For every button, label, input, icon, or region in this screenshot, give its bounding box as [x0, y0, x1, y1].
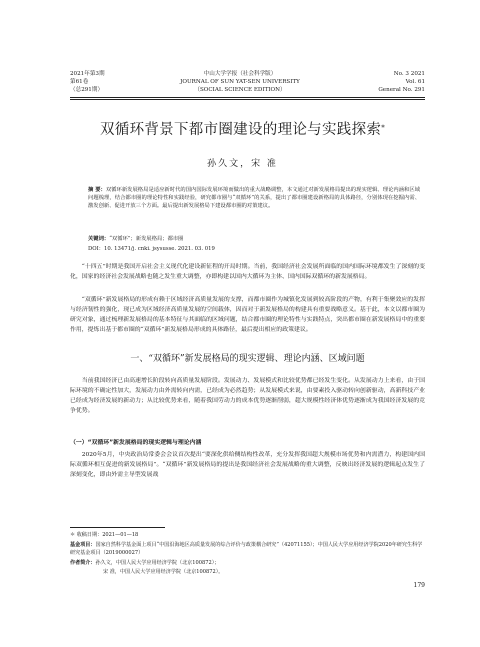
general-number-en: General No. 291 — [378, 87, 425, 94]
journal-edition-en: （SOCIAL SCIENCE EDITION） — [194, 87, 286, 94]
footnote-author-2: 宋 准，中国人民大学应用经济学院（北京100872）。 — [103, 569, 224, 575]
journal-issue-info-en — [378, 70, 425, 95]
section-heading-1: 一、“双循环”新发展格局的现实逻辑、理论内涵、区域问题 — [130, 354, 365, 364]
keywords-text: “双循环”；新发展格局；都市圈 — [109, 236, 184, 242]
intro-paragraph-1: “十四五”时期是我国开启社会主义现代化建设新征程的开局时期。当前，我国经济社会发展所面临的国内国际环境都发生了深刻的变化，国家的经济社会发展战略也随之发生重大调整，亦即构建以国内大循环为主体、国内国际双循环的新发展格局。 — [70, 264, 425, 281]
received-date: 2021—01—18 — [102, 532, 139, 538]
footnote-rule — [70, 527, 165, 528]
journal-name-en: JOURNAL OF SUN YAT-SEN UNIVERSITY — [180, 79, 300, 86]
fund-label: 基金项目： — [70, 542, 96, 548]
abstract — [88, 186, 420, 211]
footnote-author-1 — [70, 559, 425, 567]
abstract-label: 摘 要： — [88, 187, 106, 193]
paper-title-text: 双循环背景下都市圈建设的理论与实践探索 — [99, 122, 382, 138]
journal-issue-info — [70, 70, 105, 95]
journal-name-cn: 中山大学学报（社会科学版） — [203, 71, 277, 77]
page-number: 179 — [413, 582, 425, 589]
volume-en: Vol. 61 — [405, 79, 425, 86]
section1-paragraph-1: 当前我国经济已由高速增长阶段转向高质量发展阶段。发展动力、发展模式和比较优势都已经发生变化。从发展动力上来看，由于国际环境的不确定性加大，发展动力由外需转向内需，已经成为必然趋势；从发展模式来说，由要素投入驱动转向创新驱动，高新科技产业已经成为经济发展的新动力；从比较优势来看，随着我国劳动力的成本优势逐渐削弱，超大规模性经济体优势逐渐成为我国经济发展的竞争优势。 — [70, 378, 425, 415]
journal-name — [150, 70, 330, 95]
header-rule-top — [70, 97, 425, 98]
intro-paragraph-2: “双循环”新发展格局的形成有赖于区域经济高质量发展的支撑，而都市圈作为城镇化发展到较高阶段的产物，有利于集聚效应的发挥与经济韧性的强化，现已成为区域经济高质量发展的空间载体，因而对于新发展格局的构建具有重要战略意义。基于此，本文以都市圈为研究对象，通过梳理新发展格局的基本特征与其面临的区域问题，结合都市圈的理论特性与实践特点，突出都市圈在新发展格局中的重要作用，提炼出基于都市圈的“双循环”新发展格局形成的具体路径，最后提出相应的政策建议。 — [70, 297, 425, 334]
abstract-text: 双循环新发展格局是适应新时代的国内国际发展环境而做出的重大战略调整，本文通过对新发展格局提出的现实逻辑、理论内涵和区域问题梳理，结合都市圈的理论特性和实践经验，研究都市圈与“双循环”的关系，提出了都市圈建设新格局的具体路径，分别体现在挖掘内需、激发创新、促进开放三个方面。最后提出新发展格局下建设都市圈的对策建议。 — [88, 187, 420, 210]
received-label: ＊ 收稿日期： — [70, 532, 103, 538]
keywords-label: 关键词： — [88, 236, 110, 242]
header-rule-bottom — [70, 99, 425, 100]
paper-title — [60, 121, 425, 139]
issue-number-en: No. 3 2021 — [393, 71, 425, 77]
title-footnote-mark: * — [381, 124, 385, 132]
author-bio-1: 孙久文，中国人民大学应用经济学院（北京100872）； — [95, 560, 220, 566]
issue-year: 2021年第3期 — [70, 71, 105, 77]
subsection-heading-1: （一）“双循环”新发展格局的现实逻辑与理论内涵 — [70, 440, 202, 446]
subsection1-paragraph-1: 2020年5月，中央政治局常委会会议首次提出“要深化供给侧结构性改革，充分发挥我国超大规模市场优势和内需潜力，构建国内国际双循环相互促进的新发展格局”。“双循环”新发展格局的提出是我国经济社会发展战略的重大调整，反映出经济发展的逻辑起点发生了深刻变化，即由外需主导型发展战 — [70, 452, 425, 479]
footnote-fund — [70, 541, 425, 558]
volume: 第61卷 — [70, 79, 89, 86]
author-bio-label: 作者简介： — [70, 560, 96, 566]
doi: DOI：10. 13471/j. cnki. jsysusse. 2021. 03. 019 — [88, 246, 215, 252]
general-number: （总291期） — [70, 87, 104, 94]
fund-text: 国家自然科学基金面上项目“中国沿海地区高质量发展的综合评价与政策耦合研究”（42071155）；中国人民大学应用经济学院2020年研究生科学研究基金项目（2019000027） — [70, 542, 423, 557]
keywords — [88, 235, 420, 243]
footnote-received — [70, 531, 425, 539]
paper-authors: 孙久文，宋 准 — [207, 159, 278, 169]
